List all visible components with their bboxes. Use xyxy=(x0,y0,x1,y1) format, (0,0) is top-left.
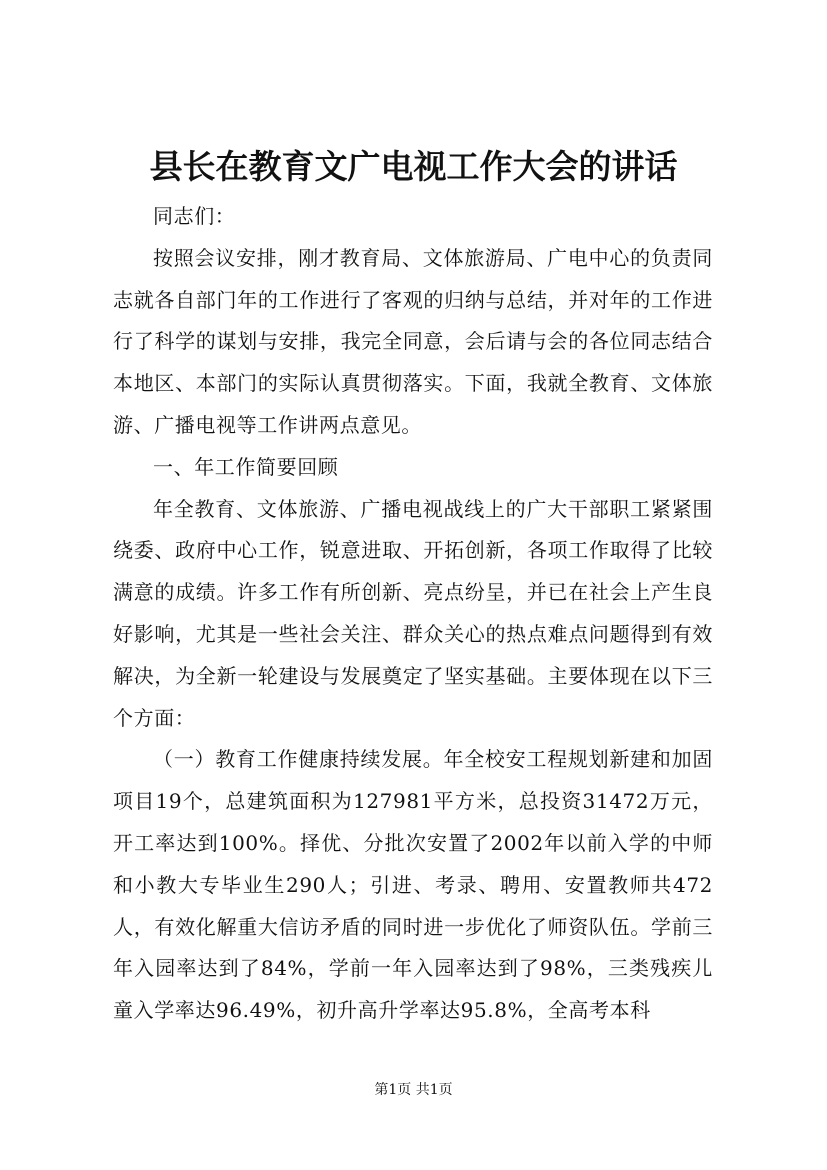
document-body xyxy=(113,196,713,1032)
intro-paragraph: 按照会议安排，刚才教育局、文体旅游局、广电中心的负责同志就各自部门年的工作进行了客观的归纳与总结，并对年的工作进行了科学的谋划与安排，我完全同意，会后请与会的各位同志结合本地区、本部门的实际认真贯彻落实。下面，我就全教育、文体旅游、广播电视等工作讲两点意见。 xyxy=(113,245,713,437)
section-heading: 一、年工作简要回顾 xyxy=(153,454,339,479)
salutation-paragraph: 同志们： xyxy=(153,204,236,228)
review-paragraph: 年全教育、文体旅游、广播电视战线上的广大干部职工紧紧围绕委、政府中心工作，锐意进取、开拓创新，各项工作取得了比较满意的成绩。许多工作有所创新、亮点纷呈，并已在社会上产生良好影响，尤其是一些社会关注、群众关心的热点难点问题得到有效解决，为全新一轮建设与发展奠定了坚实基础。主要体现在以下三个方面： xyxy=(113,496,713,730)
page-footer: 第1页 共1页 xyxy=(374,1082,453,1098)
education-paragraph: （一）教育工作健康持续发展。年全校安工程规划新建和加固项目19个，总建筑面积为127981平方米，总投资31472万元，开工率达到100%。择优、分批次安置了2002年以前入学的中师和小教大专毕业生290人；引进、考录、聘用、安置教师共472人，有效化解重大信访矛盾的同时进一步优化了师资队伍。学前三年入园率达到了84%，学前一年入园率达到了98%，三类残疾儿童入学率达96.49%，初升高升学率达95.8%，全高考本科 xyxy=(113,747,713,1023)
document-title: 县长在教育文广电视工作大会的讲话 xyxy=(149,147,678,186)
